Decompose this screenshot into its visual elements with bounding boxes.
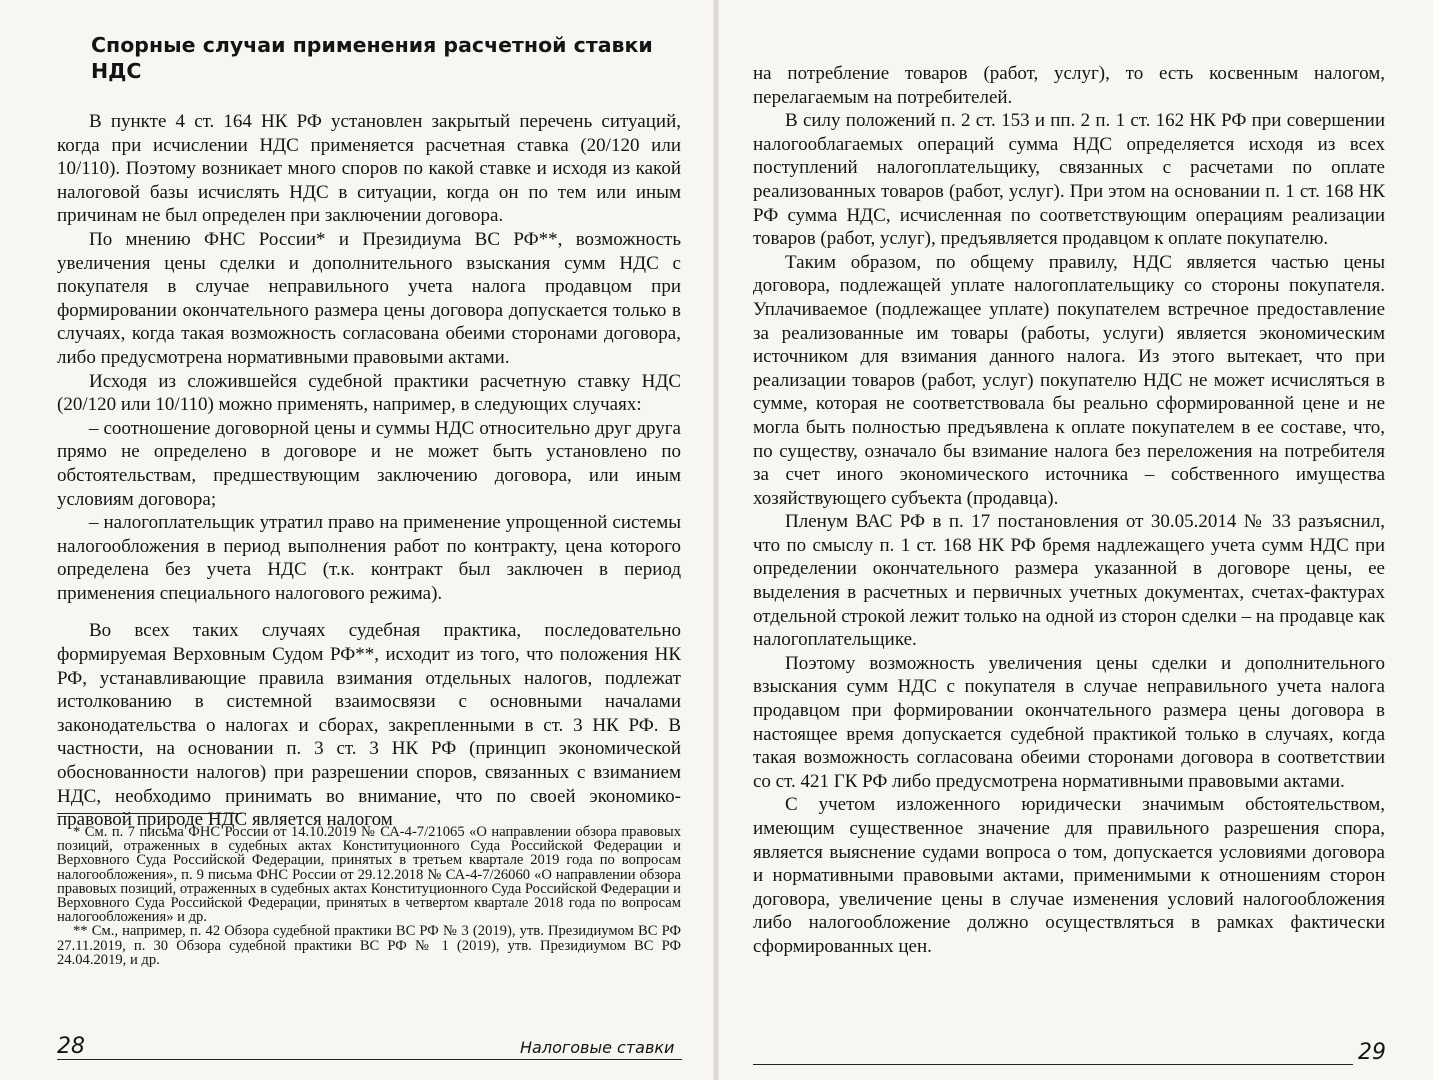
paragraph: По мнению ФНС России* и Президиума ВС РФ**, возможность увеличения цены сделки и дополнительного взыскания сумм НДС с покупателя в случае неправильного учета налога продавцом при формировании окончательного размера цены договора допускается только в случаях, когда такая возможность согласована обеими сторонами договора, либо предусмотрена нормативными правовыми актами.	[57, 228, 681, 368]
section-heading: Спорные случаи применения расчетной ставки НДС	[91, 33, 653, 83]
list-item: – налогоплательщик утратил право на применение упрощенной системы налогообложения в период выполнения работ по контракту, цена которого определена без учета НДС (т.к. контракт был заключен в период применения специального налогового режима).	[57, 512, 681, 604]
cases-list	[57, 417, 681, 606]
right-text-column	[753, 62, 1385, 959]
left-text-column	[57, 32, 681, 832]
running-head: Налоговые ставки	[520, 1038, 675, 1057]
paragraph: С учетом изложенного юридически значимым обстоятельством, имеющим существенное значение для правильного разрешения спора, является выяснение судами вопроса о том, допускается условиями договора и нормативными правовыми актами, применимыми к отношениям сторон договора, увеличение цены в случае изменения условий налогообложения либо налогообложение должно осуществляться в рамках фактически сформированных цен.	[753, 794, 1385, 957]
footnote: * См. п. 7 письма ФНС России от 14.10.2019 № СА-4-7/21065 «О направлении обзора правовых позиций, отраженных в судебных актах Конституционного Суда Российской Федерации и Верховного Суда Российской Федерации, принятых в третьем квартале 2019 года по вопросам налогообложения», п. 9 письма ФНС России от 29.12.2018 № СА-4-7/26060 «О направлении обзора правовых позиций, отраженных в судебных актах Конституционного Суда Российской Федерации и Верховного Суда Российской Федерации, принятых в четвертом квартале 2018 года по вопросам налогообложения» и др.	[57, 824, 681, 926]
footnote-divider	[57, 813, 242, 814]
paragraph: Пленум ВАС РФ в п. 17 постановления от 30.05.2014 № 33 разъяснил, что по смыслу п. 1 ст. 168 НК РФ бремя надлежащего учета сумм НДС при определении окончательного размера указанной в договоре цены, ее выделения в расчетных и первичных учетных документах, счетах-фактурах отдельной строкой лежит только на одной из сторон сделки – на продавце как налогоплательщике.	[753, 511, 1385, 651]
paragraph: В силу положений п. 2 ст. 153 и пп. 2 п. 1 ст. 162 НК РФ при совершении налогооблагаемых операций сумма НДС определяется исходя из всех поступлений налогоплательщику, связанных с расчетами по оплате реализованных товаров (работ, услуг). При этом на основании п. 1 ст. 168 НК РФ сумма НДС, исчисленная по соответствующим операциям реализации товаров (работ, услуг), предъявляется продавцом к оплате покупателю.	[753, 110, 1385, 250]
list-item: – соотношение договорной цены и суммы НДС относительно друг друга прямо не определено в договоре и не может быть установлено по обстоятельствам, предшествующим заключению договора, или иным условиям договора;	[57, 417, 681, 510]
footer-rule	[57, 1059, 682, 1060]
paragraph: Таким образом, по общему правилу, НДС является частью цены договора, подлежащей уплате налогоплательщику со стороны покупателя. Уплачиваемое (подлежащее уплате) покупателем встречное предоставление за реализованные им товары (работы, услуги) является экономическим источником для взимания данного налога. Из этого вытекает, что при реализации товаров (работ, услуг) покупателю НДС не может исчисляться в сумме, которая не соответствовала бы реально сформированной цене и не могла быть полностью предъявлена к оплате покупателем в ее составе, что, по существу, означало бы взимание налога без переложения на потребителя за счет иного экономического источника – собственного имущества хозяйствующего субъекта (продавца).	[753, 251, 1385, 509]
footnotes	[57, 825, 681, 967]
paragraph: Поэтому возможность увеличения цены сделки и дополнительного взыскания сумм НДС с покупателя в случае неправильного учета налога продавцом при формировании окончательного размера цены договора в настоящее время допускается судебной практикой только в случаях, когда такая возможность согласована обеими сторонами договора в соответствии со ст. 421 ГК РФ либо предусмотрена нормативными правовыми актами.	[753, 652, 1385, 792]
page-number: 29	[1358, 1040, 1386, 1065]
paragraph: Исходя из сложившейся судебной практики расчетную ставку НДС (20/120 или 10/110) можно применять, например, в следующих случаях:	[57, 370, 681, 416]
paragraph: Во всех таких случаях судебная практика, последовательно формируемая Верховным Судом РФ**, исходит из того, что положения НК РФ, устанавливающие правила взимания отдельных налогов, подлежат истолкованию в системной взаимосвязи с основными началами законодательства о налогах и сборах, закрепленными в ст. 3 НК РФ. В частности, на основании п. 3 ст. 3 НК РФ (принцип экономической обоснованности налогов) при разрешении споров, связанных с взиманием НДС, необходимо принимать во внимание, что по своей экономико-правовой природе НДС является налогом	[57, 620, 681, 831]
paragraph: на потребление товаров (работ, услуг), то есть косвенным налогом, перелагаемым на потребителей.	[753, 63, 1385, 108]
page-number: 28	[57, 1034, 85, 1059]
footnote: ** См., например, п. 42 Обзора судебной практики ВС РФ № 3 (2019), утв. Президиумом ВС РФ 27.11.2019, п. 30 Обзора судебной практики ВС РФ № 1 (2019), утв. Президиумом ВС РФ 24.04.2019, и др.	[57, 923, 681, 968]
left-page	[0, 0, 716, 1080]
footer-rule	[753, 1064, 1353, 1065]
paragraph: В пункте 4 ст. 164 НК РФ установлен закрытый перечень ситуаций, когда при исчислении НДС применяется расчетная ставка (20/120 или 10/110). Поэтому возникает много споров по какой ставке и исходя из какой налоговой базы исчислять НДС в ситуации, когда он по тем или иным причинам не был определен при заключении договора.	[57, 111, 681, 227]
right-page	[716, 0, 1433, 1080]
